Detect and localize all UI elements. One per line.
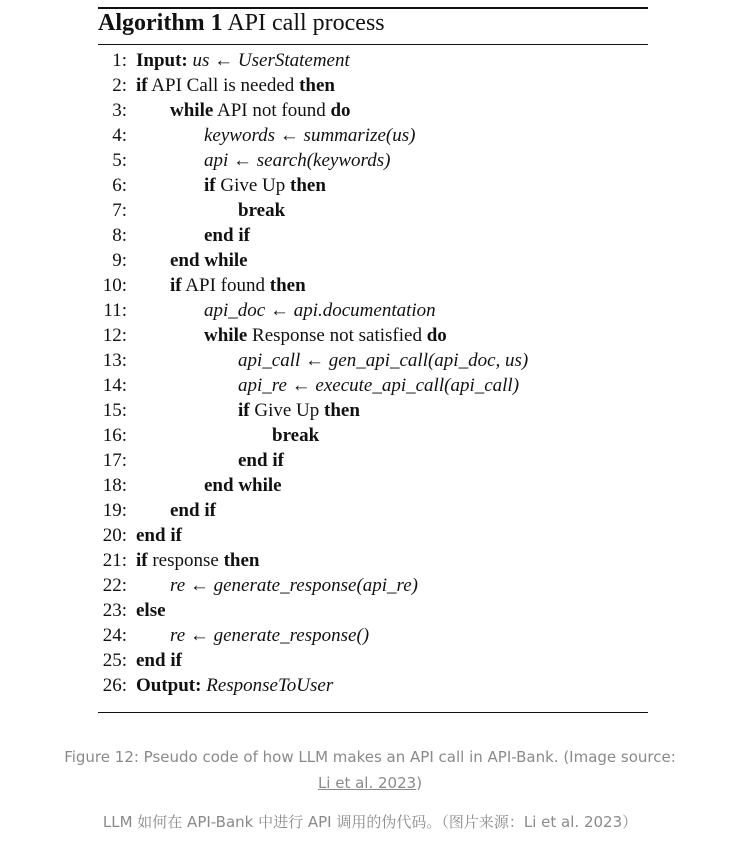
line-content — [136, 675, 333, 697]
math-expression: api_doc ← api.documentation — [204, 300, 436, 321]
line-content — [204, 325, 447, 347]
algorithm-title — [98, 10, 385, 37]
line-content — [204, 300, 436, 322]
algorithm-bottom-rule — [98, 712, 648, 713]
math-expression: re ← generate_response(api_re) — [170, 575, 418, 596]
algorithm-title-label: Algorithm 1 — [98, 10, 223, 36]
keyword: end if — [136, 650, 182, 671]
line-content — [136, 75, 335, 97]
line-content — [170, 250, 248, 272]
line-text: response — [147, 550, 224, 571]
line-number: 5: — [112, 150, 127, 171]
line-content — [136, 550, 260, 572]
math-expression: us ← UserStatement — [187, 50, 350, 71]
caption-close-paren: ) — [416, 774, 423, 792]
keyword: if — [136, 550, 148, 571]
line-content — [272, 425, 319, 447]
line-number: 22: — [102, 575, 127, 596]
line-content — [238, 200, 285, 222]
line-number: 23: — [102, 600, 127, 621]
line-number: 20: — [102, 525, 127, 546]
line-number: 21: — [102, 550, 127, 571]
keyword: while — [170, 100, 214, 121]
line-number: 11: — [103, 300, 127, 321]
algorithm-title-text: API call process — [227, 10, 385, 36]
line-text: Give Up — [215, 175, 291, 196]
keyword: if — [204, 175, 216, 196]
line-content — [136, 650, 182, 672]
keyword: break — [272, 425, 320, 446]
line-number: 6: — [112, 175, 127, 196]
line-number: 3: — [112, 100, 127, 121]
keyword: end if — [170, 500, 216, 521]
keyword: do — [330, 100, 351, 121]
keyword: end if — [238, 450, 284, 471]
line-text: API not found — [213, 100, 331, 121]
line-number: 1: — [112, 50, 127, 71]
keyword: then — [299, 75, 335, 96]
keyword: end while — [204, 475, 282, 496]
algorithm-header-rule — [98, 44, 648, 45]
line-content — [204, 225, 250, 247]
keyword: if — [238, 400, 250, 421]
line-number: 26: — [102, 675, 127, 696]
caption-source-link[interactable]: Li et al. 2023 — [317, 774, 417, 792]
line-text: Response not satisfied — [247, 325, 427, 346]
line-text: Give Up — [249, 400, 325, 421]
line-text: API found — [181, 275, 270, 296]
line-content — [204, 475, 282, 497]
keyword: while — [204, 325, 248, 346]
line-content — [238, 400, 360, 422]
line-content — [170, 275, 306, 297]
line-number: 25: — [102, 650, 127, 671]
line-number: 2: — [112, 75, 127, 96]
figure-caption — [0, 744, 740, 796]
caption-translation: LLM 如何在 API-Bank 中进行 API 调用的伪代码。（图片来源：Li et al. 2023） — [102, 813, 638, 831]
math-expression: keywords ← summarize(us) — [204, 125, 416, 146]
line-number: 9: — [112, 250, 127, 271]
math-expression: api_call ← gen_api_call(api_doc, us) — [238, 350, 529, 371]
line-number: 13: — [102, 350, 127, 371]
keyword: do — [426, 325, 447, 346]
line-number: 14: — [102, 375, 127, 396]
math-expression: api_re ← execute_api_call(api_call) — [238, 375, 520, 396]
line-number: 17: — [102, 450, 127, 471]
keyword: end while — [170, 250, 248, 271]
line-number: 19: — [102, 500, 127, 521]
algorithm-top-rule — [98, 7, 648, 9]
line-content — [170, 500, 216, 522]
caption-text: Figure 12: Pseudo code of how LLM makes an API call in API-Bank. (Image source: — [64, 748, 676, 766]
line-number: 12: — [102, 325, 127, 346]
line-number: 7: — [112, 200, 127, 221]
keyword: then — [223, 550, 260, 571]
line-content — [238, 450, 284, 472]
line-number: 16: — [102, 425, 127, 446]
line-text: API Call is needed — [147, 75, 300, 96]
keyword: Input: — [136, 50, 188, 71]
line-content — [204, 175, 326, 197]
line-content — [136, 525, 182, 547]
line-content — [204, 125, 415, 147]
keyword: if — [136, 75, 148, 96]
line-number: 15: — [102, 400, 127, 421]
line-number: 4: — [112, 125, 127, 146]
keyword: end if — [136, 525, 182, 546]
math-expression: api ← search(keywords) — [204, 150, 391, 171]
keyword: end if — [204, 225, 250, 246]
line-number: 10: — [102, 275, 127, 296]
keyword: then — [290, 175, 326, 196]
keyword: Output: — [136, 675, 202, 696]
keyword: then — [269, 275, 306, 296]
line-content — [204, 150, 390, 172]
line-number: 24: — [102, 625, 127, 646]
line-content — [136, 600, 166, 622]
keyword: else — [136, 600, 166, 621]
line-content — [136, 50, 350, 72]
math-expression: ResponseToUser — [201, 675, 334, 696]
line-content — [170, 100, 351, 122]
line-number: 8: — [112, 225, 127, 246]
keyword: break — [238, 200, 286, 221]
keyword: then — [324, 400, 360, 421]
line-number: 18: — [102, 475, 127, 496]
keyword: if — [170, 275, 182, 296]
line-content — [238, 375, 519, 397]
line-content — [170, 625, 369, 647]
math-expression: re ← generate_response() — [170, 625, 370, 646]
line-content — [170, 575, 418, 597]
line-content — [238, 350, 528, 372]
